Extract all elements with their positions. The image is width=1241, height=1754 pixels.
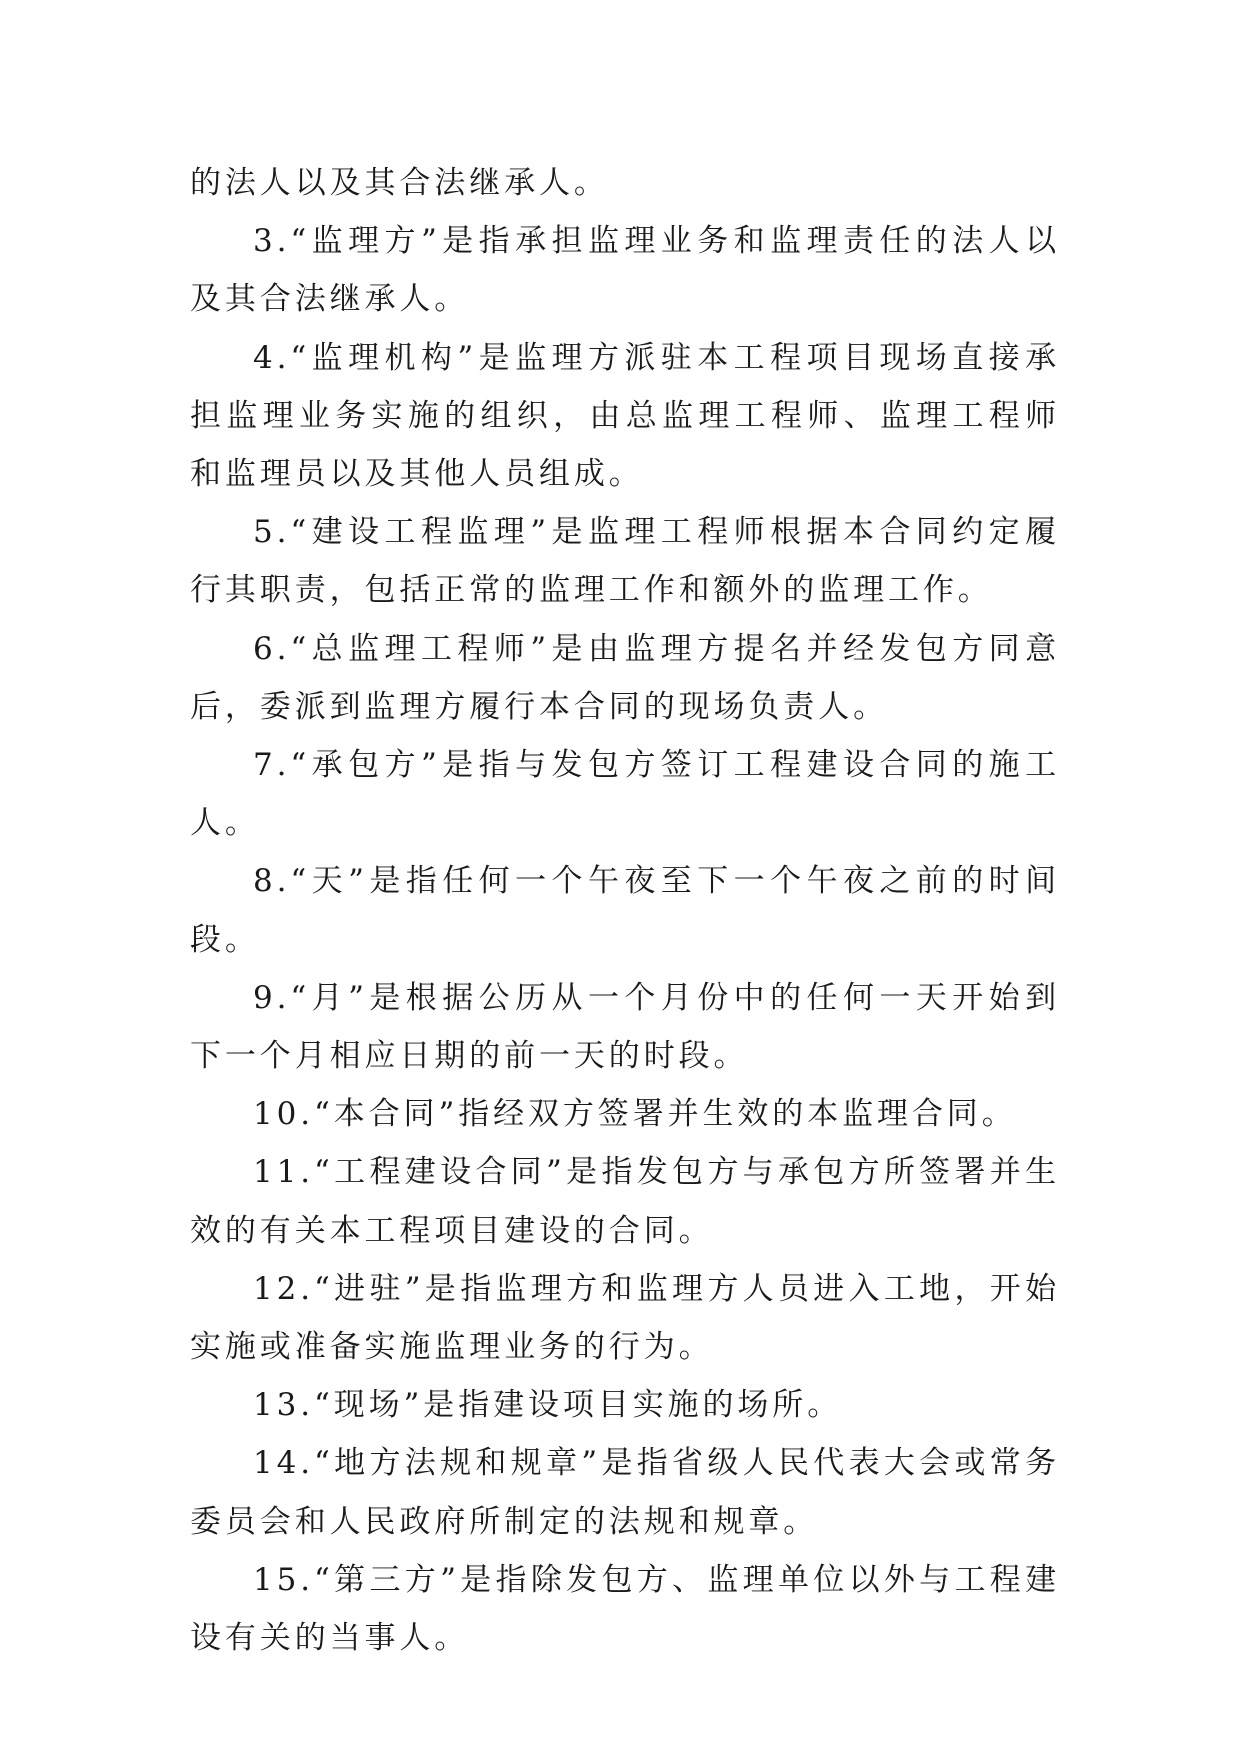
paragraph-1: 的法人以及其合法继承人。 bbox=[190, 165, 609, 201]
paragraph-13: 14.“地方法规和规章”是指省级人民代表大会或常务委员会和人民政府所制定的法规和规章。 bbox=[190, 1445, 1060, 1540]
paragraph-14: 15.“第三方”是指除发包方、监理单位以外与工程建设有关的当事人。 bbox=[190, 1561, 1060, 1657]
paragraph-3: 4.“监理机构”是监理方派驻本工程项目现场直接承担监理业务实施的组织，由总监理工程师、监理工程师和监理员以及其他人员组成。 bbox=[190, 339, 1060, 493]
paragraph-5: 6.“总监理工程师”是由监理方提名并经发包方同意后，委派到监理方履行本合同的现场负责人。 bbox=[190, 630, 1060, 725]
document-page bbox=[190, 154, 1060, 1667]
paragraph-7: 8.“天”是指任何一个午夜至下一个午夜之前的时间段。 bbox=[190, 863, 1060, 958]
paragraph-11: 12.“进驻”是指监理方和监理方人员进入工地，开始实施或准备实施监理业务的行为。 bbox=[190, 1270, 1060, 1366]
paragraph-8: 9.“月”是根据公历从一个月份中的任何一天开始到下一个月相应日期的前一天的时段。 bbox=[190, 979, 1060, 1075]
paragraph-4: 5.“建设工程监理”是监理工程师根据本合同约定履行其职责，包括正常的监理工作和额外的监理工作。 bbox=[190, 514, 1060, 609]
paragraph-10: 11.“工程建设合同”是指发包方与承包方所签署并生效的有关本工程项目建设的合同。 bbox=[190, 1154, 1060, 1249]
paragraph-6: 7.“承包方”是指与发包方签订工程建设合同的施工人。 bbox=[190, 747, 1060, 842]
paragraph-12: 13.“现场”是指建设项目实施的场所。 bbox=[253, 1387, 843, 1424]
paragraph-2: 3.“监理方”是指承担监理业务和监理责任的法人以及其合法继承人。 bbox=[190, 223, 1060, 318]
paragraph-9: 10.“本合同”指经双方签署并生效的本监理合同。 bbox=[253, 1096, 1017, 1133]
